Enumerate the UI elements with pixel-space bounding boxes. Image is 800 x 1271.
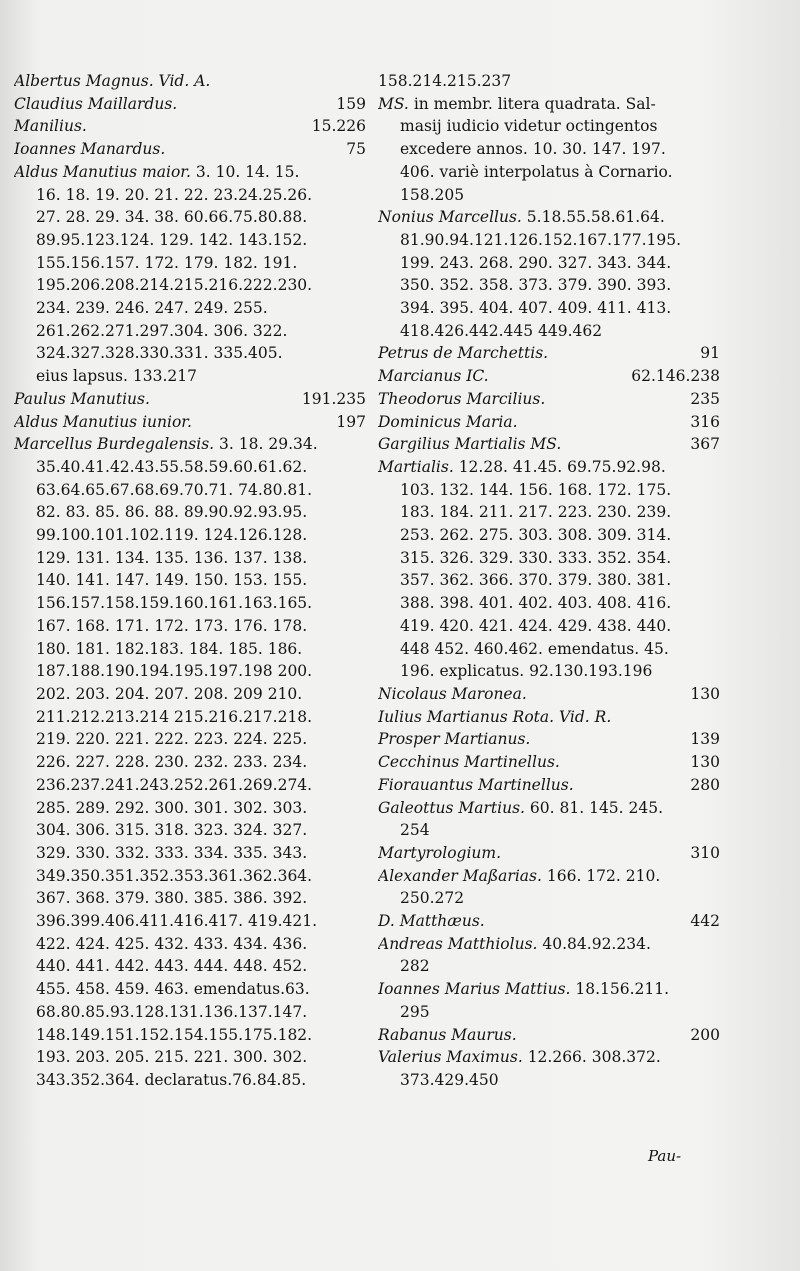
index-entry-aldus-manutius-maior [14,161,366,388]
entry-page-refs: 5.18.55.58.61.64. [526,208,665,227]
entry-name: Manilius. [14,117,87,136]
entry-name: Nonius Marcellus. [378,208,522,227]
entry-page-refs: 180. 181. 182.183. 184. 185. 186. [36,639,303,658]
entry-page-refs: 3. 10. 14. 15. [195,162,300,181]
entry-page-refs: 62.146.238 [631,367,720,386]
entry-line [378,388,720,411]
entry-line [14,411,366,434]
entry-name: Aldus Manutius iunior. [14,412,192,431]
entry-name: Dominicus Maria. [378,412,518,431]
entry-page-refs: 282 [400,957,430,976]
entry-page-refs: 183. 184. 211. 217. 223. 230. 239. [400,503,672,522]
entry-page-refs: 455. 458. 459. 463. emendatus.63. [36,980,310,999]
entry-page-refs: 418.426.442.445 449.462 [400,321,603,340]
entry-page-refs: 193. 203. 205. 215. 221. 300. 302. [36,1048,308,1067]
entry-page-refs: 139 [690,730,720,749]
entry-name: Fiorauantus Martinellus. [378,775,574,794]
entry-page-refs: 130 [690,684,720,703]
entry-page-refs: 329. 330. 332. 333. 334. 335. 343. [36,843,308,862]
index-entry-petrus-de-marchettis [378,342,720,365]
entry-name: Paulus Manutius. [14,389,150,408]
entry-page-refs: masij iudicio videtur octingentos [400,117,658,136]
entry-name: Nicolaus Maronea. [378,684,527,703]
entry-page-refs: 357. 362. 366. 370. 379. 380. 381. [400,571,672,590]
entry-page-refs: 148.149.151.152.154.155.175.182. [36,1025,313,1044]
entry-page-refs: 158.205 [400,185,465,204]
entry-page-refs: 68.80.85.93.128.131.136.137.147. [36,1002,308,1021]
entry-line [378,433,720,456]
entry-page-refs: 159 [336,94,366,113]
entry-name: Rabanus Maurus. [378,1025,517,1044]
entry-page-refs: 419. 420. 421. 424. 429. 438. 440. [400,616,672,635]
entry-name: Gargilius Martialis MS. [378,435,562,454]
index-entry-theodorus-marcilius [378,388,720,411]
entry-line [378,342,720,365]
entry-page-refs: 394. 395. 404. 407. 409. 411. 413. [400,299,672,318]
entry-page-refs: 448 452. 460.462. emendatus. 45. [400,639,669,658]
entry-page-refs: 197 [336,412,366,431]
entry-page-refs: 253. 262. 275. 303. 308. 309. 314. [400,526,672,545]
index-entry-paulus-manutius [14,388,366,411]
entry-page-refs: 250.272 [400,889,465,908]
entry-line [14,161,366,184]
entry-page-refs: 191.235 [301,389,366,408]
entry-page-refs: 15.226 [311,117,366,136]
index-entry-ioannes-manardus [14,138,366,161]
index-entry-rabanus-maurus [378,1024,720,1047]
entry-page-refs: 195.206.208.214.215.216.222.230. [36,276,313,295]
entry-line [378,978,720,1001]
entry-name: Martialis. [378,457,454,476]
entry-name: MS. [378,94,409,113]
entry-page-refs: 388. 398. 401. 402. 403. 408. 416. [400,594,672,613]
index-entry-martialis [378,456,720,683]
entry-page-refs: 140. 141. 147. 149. 150. 153. 155. [36,571,308,590]
entry-page-refs: 103. 132. 144. 156. 168. 172. 175. [400,480,672,499]
entry-page-refs: 219. 220. 221. 222. 223. 224. 225. [36,730,308,749]
index-entry-marcianus-ic [378,365,720,388]
entry-page-refs: 166. 172. 210. [546,866,661,885]
index-entry-ms [378,93,720,207]
index-entry-iulius-martianus-rota-vid-r [378,706,720,729]
index-entry-marcellus-burdegalensis [14,433,366,1091]
entry-page-refs: 202. 203. 204. 207. 208. 209 210. [36,684,303,703]
entry-page-refs: 99.100.101.102.119. 124.126.128. [36,526,308,545]
index-entry-fiorauantus-martinellus [378,774,720,797]
entry-line [378,842,720,865]
entry-page-refs: 226. 227. 228. 230. 232. 233. 234. [36,753,308,772]
entry-name: Ioannes Manardus. [14,140,166,159]
entry-page-refs: 406. variè interpolatus à Cornario. [400,162,673,181]
index-entry-nonius-marcellus [378,206,720,342]
index-entry-martyrologium [378,842,720,865]
entry-line [378,411,720,434]
entry-name: Andreas Matthiolus. [378,934,538,953]
entry-name: Claudius Maillardus. [14,94,178,113]
entry-line [378,683,720,706]
entry-line [378,751,720,774]
entry-name: Galeottus Martius. [378,798,525,817]
entry-line [378,774,720,797]
entry-page-refs: 82. 83. 85. 86. 88. 89.90.92.93.95. [36,503,308,522]
entry-page-refs: 343.352.364. declaratus.76.84.85. [36,1070,307,1089]
entry-page-refs: 16. 18. 19. 20. 21. 22. 23.24.25.26. [36,185,313,204]
entry-page-refs: 156.157.158.159.160.161.163.165. [36,594,313,613]
index-entry-nicolaus-maronea [378,683,720,706]
entry-page-refs: 304. 306. 315. 318. 323. 324. 327. [36,821,308,840]
entry-page-refs: 285. 289. 292. 300. 301. 302. 303. [36,798,308,817]
index-entry-dominicus-maria [378,411,720,434]
entry-name: Aldus Manutius maior. [14,162,191,181]
entry-line [378,728,720,751]
index-entry-manilius [14,115,366,138]
entry-name: Petrus de Marchettis. [378,344,549,363]
entry-page-refs: 12.28. 41.45. 69.75.92.98. [458,457,666,476]
entry-page-refs: 234. 239. 246. 247. 249. 255. [36,299,268,318]
entry-page-refs: 200 [690,1025,720,1044]
entry-page-refs: 310 [690,843,720,862]
entry-page-refs: 167. 168. 171. 172. 173. 176. 178. [36,616,308,635]
index-entry-d-matth-us [378,910,720,933]
index-entry-andreas-matthiolus [378,933,720,978]
entry-line [378,93,720,116]
entry-page-refs: 235 [690,389,720,408]
entry-page-refs: 91 [700,344,720,363]
entry-page-refs: 261.262.271.297.304. 306. 322. [36,321,288,340]
index-column-left [14,70,366,1092]
entry-page-refs: 3. 18. 29.34. [219,435,318,454]
entry-name: Cecchinus Martinellus. [378,753,560,772]
entry-name: Marcellus Burdegalensis. [14,435,215,454]
index-entry-gargilius-martialis-ms [378,433,720,456]
entry-line [378,456,720,479]
entry-name: D. Matthæus. [378,912,485,931]
entry-page-refs: 211.212.213.214 215.216.217.218. [36,707,313,726]
entry-name: Iulius Martianus Rota. Vid. R. [378,707,612,726]
entry-page-refs: 18.156.211. [575,980,670,999]
entry-name: Prosper Martianus. [378,730,531,749]
entry-line [378,933,720,956]
entry-page-refs: 442 [690,912,720,931]
entry-line [14,70,366,93]
entry-page-refs: 316 [690,412,720,431]
index-column-right [378,70,720,1092]
entry-name: Valerius Maximus. [378,1048,523,1067]
entry-line [14,433,366,456]
entry-page-refs: excedere annos. 10. 30. 147. 197. [400,140,666,159]
entry-page-refs: 295 [400,1002,430,1021]
entry-page-refs: 254 [400,821,430,840]
entry-page-refs: in membr. litera quadrata. Sal- [413,94,656,113]
entry-page-refs: 27. 28. 29. 34. 38. 60.66.75.80.88. [36,208,308,227]
entry-page-refs: 199. 243. 268. 290. 327. 343. 344. [400,253,672,272]
entry-page-refs: 81.90.94.121.126.152.167.177.195. [400,230,682,249]
entry-page-refs: 40.84.92.234. [542,934,651,953]
entry-page-refs: 367 [690,435,720,454]
entry-page-refs: 280 [690,775,720,794]
entry-line [378,1024,720,1047]
index-entry-cecchinus-martinellus [378,751,720,774]
entry-line [378,706,720,729]
entry-page-refs: eius lapsus. 133.217 [36,367,197,386]
entry-line [378,1046,720,1069]
entry-line [14,138,366,161]
entry-line [378,797,720,820]
index-entry-aldus-manutius-iunior [14,411,366,434]
index-entry-prosper-martianus [378,728,720,751]
entry-page-refs: 349.350.351.352.353.361.362.364. [36,866,313,885]
entry-name: Albertus Magnus. Vid. A. [14,72,211,90]
entry-page-refs: 63.64.65.67.68.69.70.71. 74.80.81. [36,480,313,499]
entry-page-refs: 324.327.328.330.331. 335.405. [36,344,283,363]
entry-page-refs: 367. 368. 379. 380. 385. 386. 392. [36,889,308,908]
entry-name: Alexander Maßarias. [378,866,542,885]
index-entry-valerius-maximus [378,1046,720,1091]
entry-page-refs: 373.429.450 [400,1070,499,1089]
entry-name: Marcianus IC. [378,367,489,386]
entry-page-refs: 60. 81. 145. 245. [529,798,664,817]
entry-name: Theodorus Marcilius. [378,389,546,408]
catchword: Pau- [648,1147,682,1165]
entry-page-refs: 236.237.241.243.252.261.269.274. [36,775,313,794]
entry-page-refs: 130 [690,753,720,772]
index-entry-claudius-maillardus [14,93,366,116]
entry-line [378,70,720,93]
entry-line [14,93,366,116]
index-entry-galeottus-martius [378,797,720,842]
entry-page-refs: 89.95.123.124. 129. 142. 143.152. [36,230,308,249]
entry-page-refs: 158.214.215.237 [378,72,512,90]
index-entry-albertus-magnus-vid-a [14,70,366,93]
entry-page-refs: 440. 441. 442. 443. 444. 448. 452. [36,957,308,976]
index-entry-continuation [378,70,720,93]
entry-page-refs: 422. 424. 425. 432. 433. 434. 436. [36,934,308,953]
entry-page-refs: 315. 326. 329. 330. 333. 352. 354. [400,548,672,567]
entry-line [378,206,720,229]
entry-page-refs: 35.40.41.42.43.55.58.59.60.61.62. [36,457,308,476]
entry-name: Martyrologium. [378,843,502,862]
index-entry-ioannes-marius-mattius [378,978,720,1023]
entry-line [378,865,720,888]
entry-name: Ioannes Marius Mattius. [378,980,571,999]
entry-page-refs: 396.399.406.411.416.417. 419.421. [36,912,318,931]
index-entry-alexander-ma-arias [378,865,720,910]
entry-page-refs: 187.188.190.194.195.197.198 200. [36,662,313,681]
entry-page-refs: 196. explicatus. 92.130.193.196 [400,662,653,681]
entry-page-refs: 12.266. 308.372. [527,1048,661,1067]
entry-page-refs: 129. 131. 134. 135. 136. 137. 138. [36,548,308,567]
entry-page-refs: 155.156.157. 172. 179. 182. 191. [36,253,298,272]
entry-line [378,910,720,933]
entry-page-refs: 350. 352. 358. 373. 379. 390. 393. [400,276,672,295]
entry-page-refs: 75 [346,140,366,159]
